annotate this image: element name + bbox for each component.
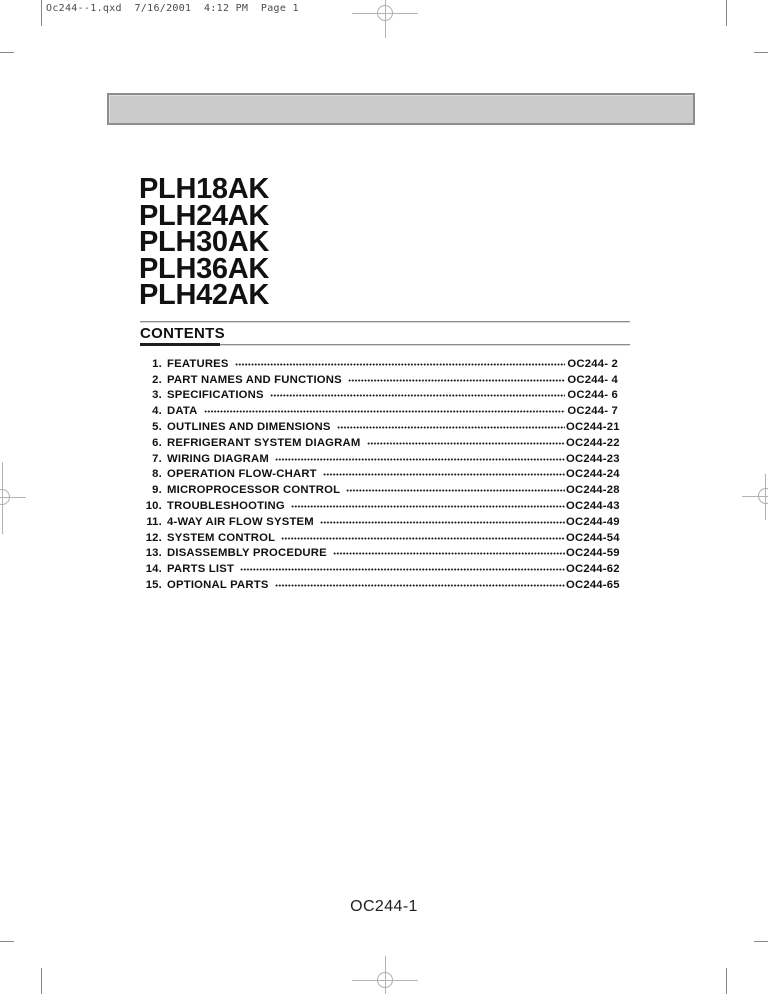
toc-entry-label: MICROPROCESSOR CONTROL [167, 484, 341, 497]
crop-mark-right-upper-tick [754, 52, 768, 53]
crop-mark-bottom-right [726, 968, 727, 994]
toc-entry-page: OC244-23 [566, 452, 620, 465]
toc-entry [141, 467, 618, 483]
toc-entry-label: FEATURES [167, 357, 229, 370]
toc-entry-page: OC244-62 [566, 563, 620, 576]
toc-dot-leader [240, 561, 565, 577]
toc-entry-number: 11. [146, 515, 162, 528]
toc-entry-label: SYSTEM CONTROL [167, 531, 276, 544]
toc-entry-number: 12. [145, 531, 162, 544]
toc-entry-page: OC244-22 [566, 436, 620, 449]
toc-entry-number: 9. [152, 484, 162, 497]
model-name: PLH30AK [139, 226, 270, 259]
toc-entry [141, 482, 618, 498]
toc-entry-page: OC244-21 [566, 421, 620, 434]
prepress-file-info: Oc244--1.qxd 7/16/2001 4:12 PM Page 1 [46, 3, 299, 14]
toc-entry-label: WIRING DIAGRAM [167, 452, 269, 465]
registration-mark-bottom-center [352, 956, 418, 994]
toc-entry-number: 5. [152, 421, 162, 434]
toc-entry-label: OPERATION FLOW-CHART [167, 468, 317, 481]
toc-entry-page: OC244-28 [566, 484, 620, 497]
registration-mark-top-center [352, 0, 418, 38]
toc-entry-number: 15. [145, 579, 162, 592]
toc-dot-leader [333, 546, 565, 562]
crop-mark-left-lower-tick [0, 941, 14, 942]
toc-entry-page: OC244- 4 [567, 373, 618, 386]
contents-title-underline [140, 343, 220, 346]
toc-entry-label: REFRIGERANT SYSTEM DIAGRAM [167, 436, 361, 449]
header-banner [107, 93, 695, 125]
toc-dot-leader [337, 419, 565, 435]
toc-dot-leader [323, 467, 565, 483]
toc-dot-leader [235, 356, 565, 372]
model-name: PLH18AK [139, 173, 270, 205]
registration-circle [758, 488, 768, 504]
toc-entry-page: OC244- 2 [567, 357, 618, 370]
model-list [139, 173, 270, 312]
toc-entry-label: 4-WAY AIR FLOW SYSTEM [167, 515, 314, 528]
toc-dot-leader [204, 403, 566, 419]
registration-mark-left-middle [0, 462, 26, 534]
toc-dot-leader [270, 388, 565, 404]
toc-entry [141, 451, 618, 467]
toc-entry [141, 498, 618, 514]
toc-dot-leader [275, 577, 565, 593]
crop-mark-right-lower-tick [754, 941, 768, 942]
crop-mark-bottom-left [41, 968, 42, 994]
toc-entry-number: 4. [152, 405, 162, 418]
toc-entry-number: 13. [145, 547, 162, 560]
toc-entry-page: OC244-65 [566, 579, 620, 592]
toc-entry-number: 14. [145, 563, 162, 576]
toc-entry [141, 388, 618, 404]
toc-entry-number: 2. [152, 373, 162, 386]
toc-entry-number: 7. [152, 452, 162, 465]
toc-entry-label: PART NAMES AND FUNCTIONS [167, 373, 342, 386]
toc-entry-label: OPTIONAL PARTS [167, 579, 269, 592]
toc-dot-leader [367, 435, 566, 451]
toc-dot-leader [320, 514, 565, 530]
toc-entry-label: PARTS LIST [167, 563, 235, 576]
toc-entry-page: OC244-59 [566, 547, 620, 560]
toc-entry-label: OUTLINES AND DIMENSIONS [167, 421, 331, 434]
toc-entry [141, 577, 618, 593]
model-name: PLH36AK [139, 252, 270, 285]
toc-entry [141, 514, 618, 530]
crop-mark-top-left [41, 0, 42, 26]
toc-entry-number: 8. [152, 468, 162, 481]
toc-entry [141, 372, 618, 388]
toc-entry-page: OC244-54 [566, 531, 620, 544]
toc-dot-leader [275, 451, 565, 467]
toc-entry-number: 10. [145, 500, 162, 513]
toc-entry-label: DISASSEMBLY PROCEDURE [167, 547, 327, 560]
table-of-contents [141, 356, 618, 593]
toc-entry-page: OC244-49 [566, 515, 620, 528]
toc-entry-page: OC244-24 [566, 468, 620, 481]
toc-entry [141, 403, 618, 419]
toc-entry [141, 356, 618, 372]
toc-entry-label: TROUBLESHOOTING [167, 500, 285, 513]
toc-dot-leader [291, 498, 565, 514]
toc-entry [141, 546, 618, 562]
registration-mark-right-middle [742, 474, 768, 520]
registration-circle [377, 5, 393, 21]
toc-entry-page: OC244-43 [566, 500, 620, 513]
toc-entry [141, 530, 618, 546]
contents-rule-top [140, 321, 630, 323]
page-number: OC244-1 [350, 898, 418, 915]
toc-entry [141, 561, 618, 577]
toc-entry-number: 1. [152, 357, 162, 370]
toc-entry [141, 435, 618, 451]
crop-mark-top-right [726, 0, 727, 26]
toc-entry-number: 6. [152, 436, 162, 449]
registration-circle [0, 489, 10, 505]
toc-dot-leader [346, 482, 565, 498]
model-name: PLH24AK [139, 199, 270, 232]
contents-title: CONTENTS [140, 325, 225, 342]
toc-entry-page: OC244- 6 [567, 389, 618, 402]
model-name: PLH42AK [139, 279, 270, 312]
registration-circle [377, 972, 393, 988]
toc-entry-label: SPECIFICATIONS [167, 389, 264, 402]
toc-dot-leader [281, 530, 565, 546]
crop-mark-left-upper-tick [0, 52, 14, 53]
toc-entry [141, 419, 618, 435]
toc-dot-leader [348, 372, 565, 388]
toc-entry-label: DATA [167, 405, 198, 418]
toc-entry-number: 3. [152, 389, 162, 402]
toc-entry-page: OC244- 7 [567, 405, 618, 418]
